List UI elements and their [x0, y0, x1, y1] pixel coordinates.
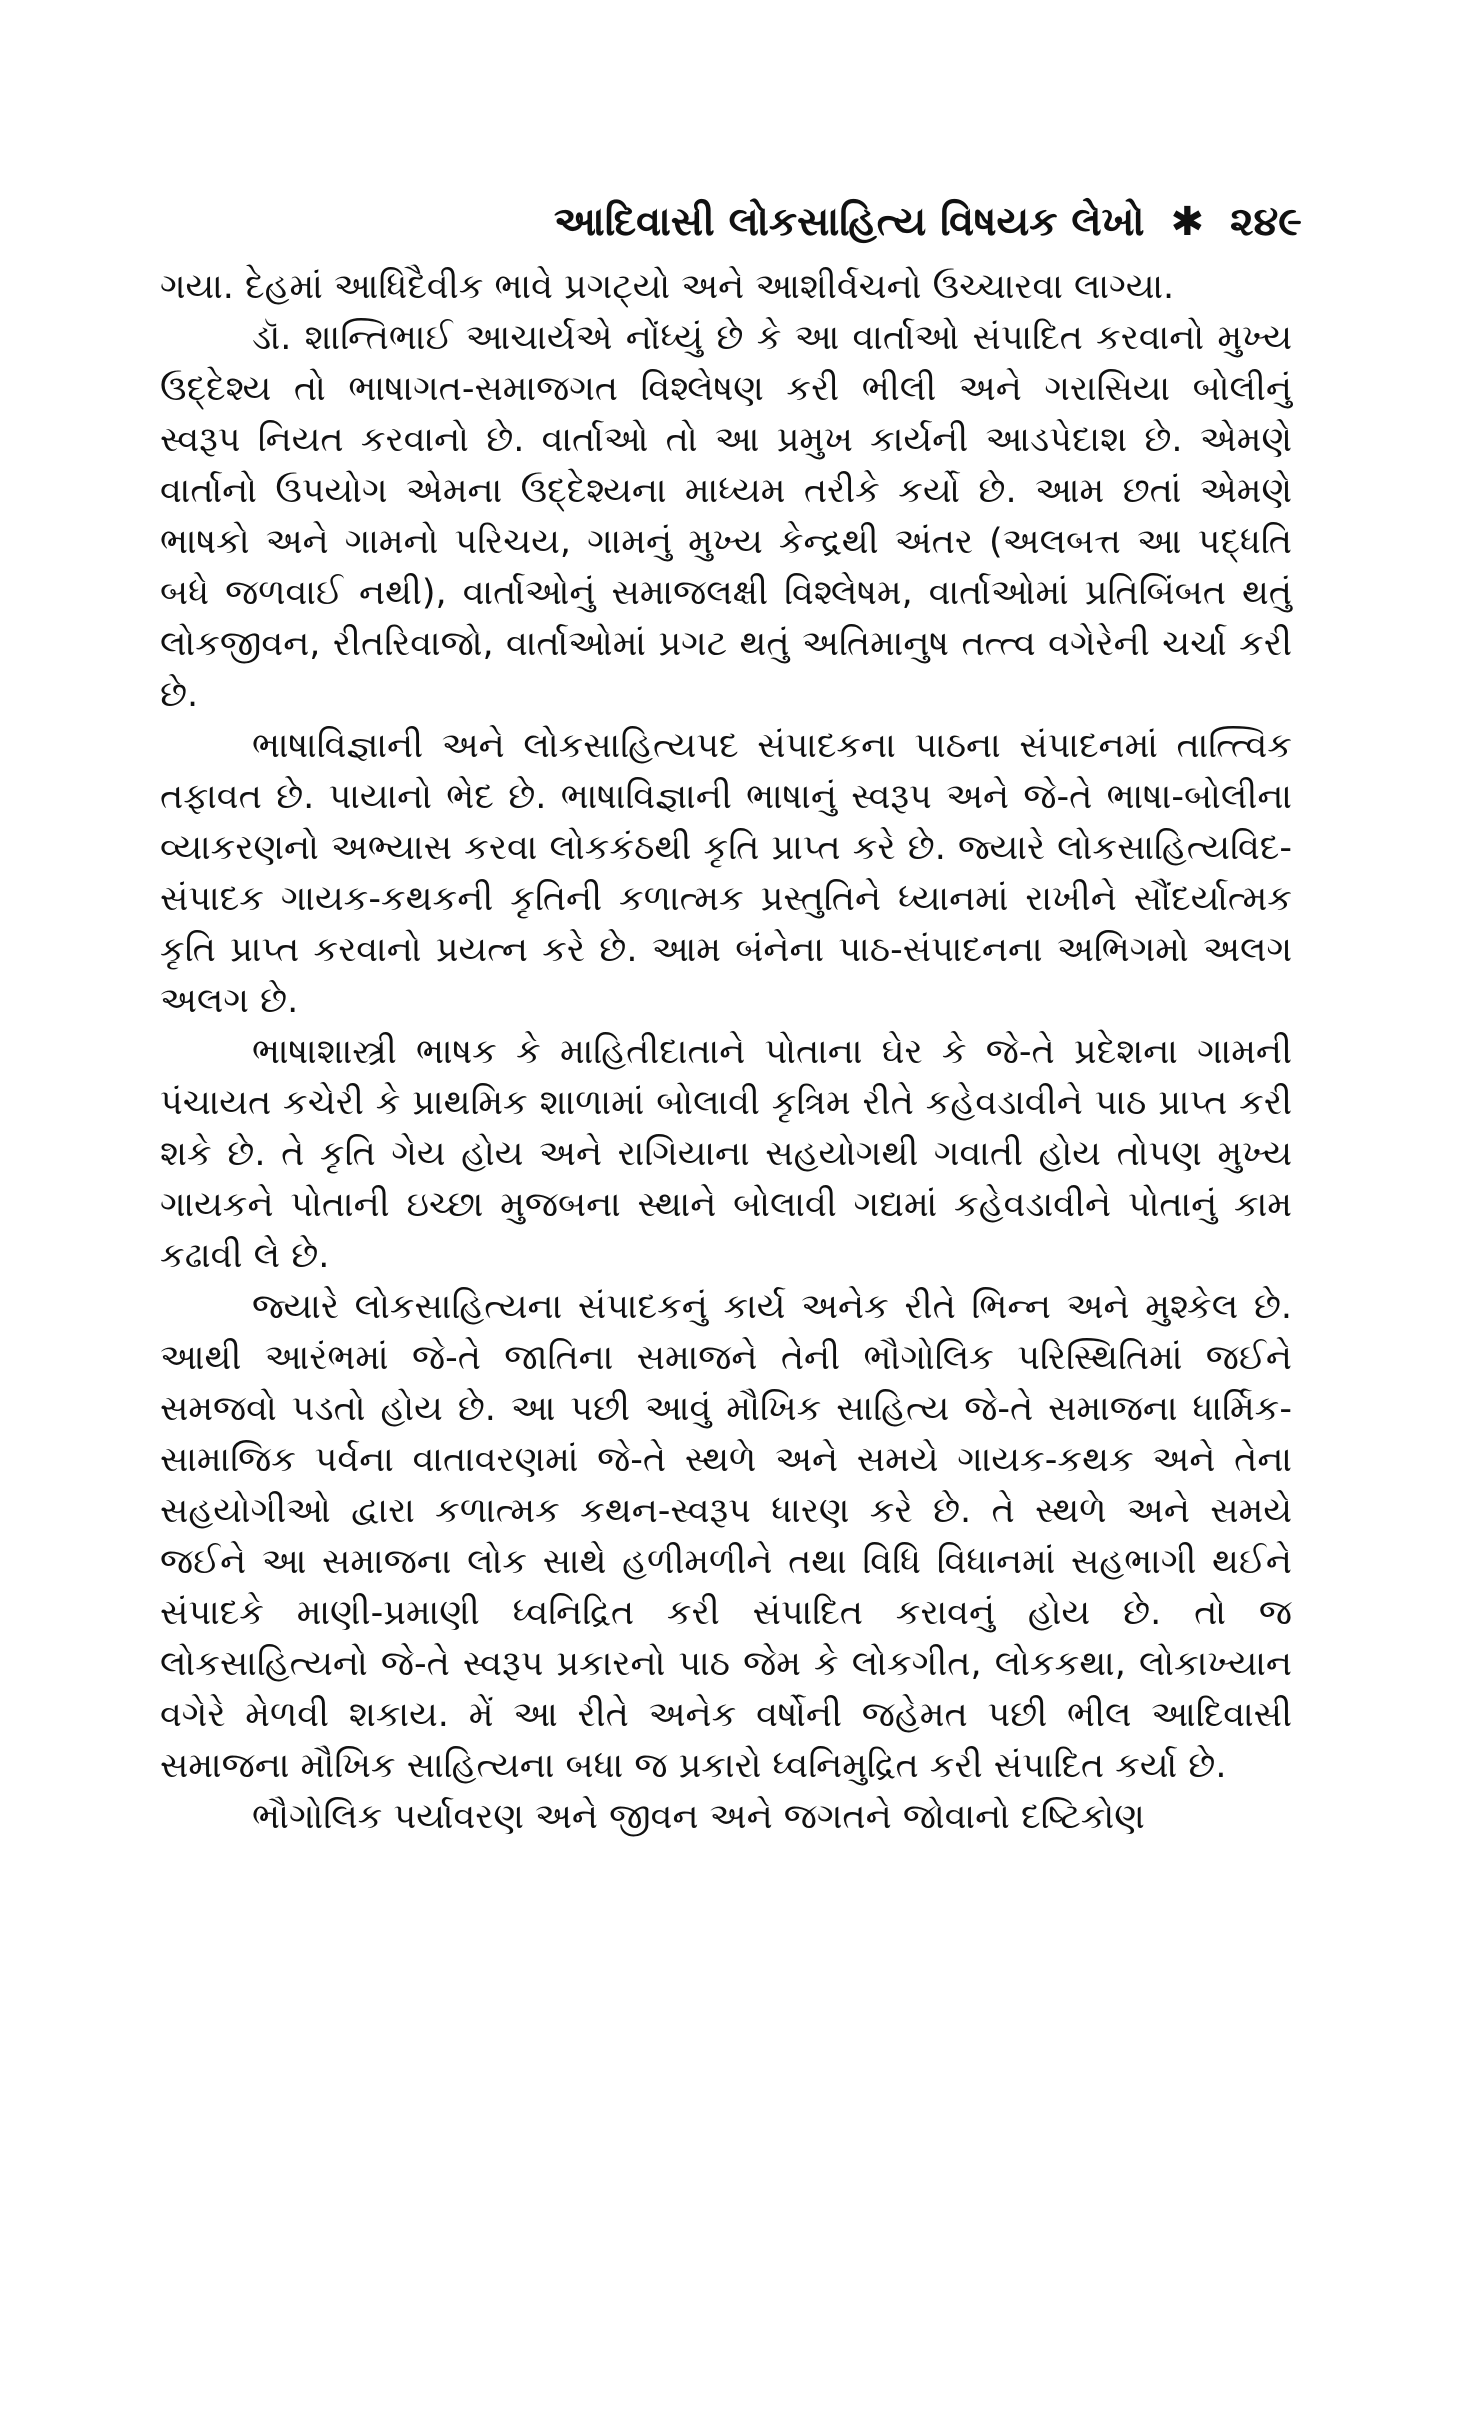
paragraph: ભાષાવિજ્ઞાની અને લોકસાહિત્યપદ સંપાદકના પાઠના સંપાદનમાં તાત્ત્વિક તફાવત છે. પાયાનો ભેદ છે. ભાષાવિજ્ઞાની ભાષાનું સ્વરૂપ અને જે-તે ભાષા-બોલીના વ્યાકરણનો અભ્યાસ કરવા લોકકંઠથી કૃતિ પ્રાપ્ત કરે છે. જ્યારે લોકસાહિત્યવિદ-સંપાદક ગાયક-કથકની કૃતિની કળાત્મક પ્રસ્તુતિને ધ્યાનમાં રાખીને સૌંદર્યાત્મક કૃતિ પ્રાપ્ત કરવાનો પ્રયત્ન કરે છે. આમ બંનેના પાઠ-સંપાદનના અભિગમો અલગ અલગ છે.: [160, 726, 1292, 1021]
paragraph: ભાષાશાસ્ત્રી ભાષક કે માહિતીદાતાને પોતાના ઘેર કે જે-તે પ્રદેશના ગામની પંચાયત કચેરી કે પ્રાથમિક શાળામાં બોલાવી કૃત્રિમ રીતે કહેવડાવીને પાઠ પ્રાપ્ત કરી શકે છે. તે કૃતિ ગેય હોય અને રાગિયાના સહયોગથી ગવાતી હોય તોપણ મુખ્ય ગાયકને પોતાની ઇચ્છા મુજબના સ્થાને બોલાવી ગદ્યમાં કહેવડાવીને પોતાનું કામ કઢાવી લે છે.: [160, 1032, 1292, 1276]
running-header-title: આદિવાસી લોકસાહિત્ય વિષયક લેખો: [553, 199, 1145, 245]
page-body: [160, 262, 1292, 1843]
asterisk-separator-icon: ✱: [1170, 199, 1205, 245]
running-header: [554, 192, 1302, 252]
page-number: ૨૪૯: [1230, 199, 1302, 245]
paragraph: જ્યારે લોકસાહિત્યના સંપાદકનું કાર્ય અનેક રીતે ભિન્ન અને મુશ્કેલ છે. આથી આરંભમાં જે-તે જાતિના સમાજને તેની ભૌગોલિક પરિસ્થિતિમાં જઈને સમજવો પડતો હોય છે. આ પછી આવું મૌખિક સાહિત્ય જે-તે સમાજના ધાર્મિક-સામાજિક પર્વના વાતાવરણમાં જે-તે સ્થળે અને સમયે ગાયક-કથક અને તેના સહયોગીઓ દ્વારા કળાત્મક કથન-સ્વરૂપ ધારણ કરે છે. તે સ્થળે અને સમયે જઈને આ સમાજના લોક સાથે હળીમળીને તથા વિધિ વિધાનમાં સહભાગી થઈને સંપાદકે માણી-પ્રમાણી ધ્વનિદ્રિત કરી સંપાદિત કરાવનું હોય છે. તો જ લોકસાહિત્યનો જે-તે સ્વરૂપ પ્રકારનો પાઠ જેમ કે લોકગીત, લોકકથા, લોકાખ્યાન વગેરે મેળવી શકાય. મેં આ રીતે અનેક વર્ષોની જહેમત પછી ભીલ આદિવાસી સમાજના મૌખિક સાહિત્યના બધા જ પ્રકારો ધ્વનિમુદ્રિત કરી સંપાદિત કર્યા છે.: [160, 1287, 1292, 1786]
paragraph-continued: ગયા. દેહમાં આધિદૈવીક ભાવે પ્રગટ્યો અને આશીર્વચનો ઉચ્ચારવા લાગ્યા.: [160, 267, 1175, 307]
paragraph: ભૌગોલિક પર્યાવરણ અને જીવન અને જગતને જોવાનો દષ્ટિકોણ: [252, 1797, 1145, 1837]
paragraph: ડૉ. શાન્તિભાઈ આચાર્યએ નોંધ્યું છે કે આ વાર્તાઓ સંપાદિત કરવાનો મુખ્ય ઉદ્દેશ્ય તો ભાષાગત-સમાજગત વિશ્લેષણ કરી ભીલી અને ગરાસિયા બોલીનું સ્વરૂપ નિયત કરવાનો છે. વાર્તાઓ તો આ પ્રમુખ કાર્યની આડપેદાશ છે. એમણે વાર્તાનો ઉપયોગ એમના ઉદ્દેશ્યના માધ્યમ તરીકે કર્યો છે. આમ છતાં એમણે ભાષકો અને ગામનો પરિચય, ગામનું મુખ્ય કેન્દ્રથી અંતર (અલબત્ત આ પદ્ધતિ બધે જળવાઈ નથી), વાર્તાઓનું સમાજલક્ષી વિશ્લેષમ, વાર્તાઓમાં પ્રતિબિંબત થતું લોકજીવન, રીતરિવાજો, વાર્તાઓમાં પ્રગટ થતું અતિમાનુષ તત્ત્વ વગેરેની ચર્ચા કરી છે.: [160, 318, 1292, 715]
